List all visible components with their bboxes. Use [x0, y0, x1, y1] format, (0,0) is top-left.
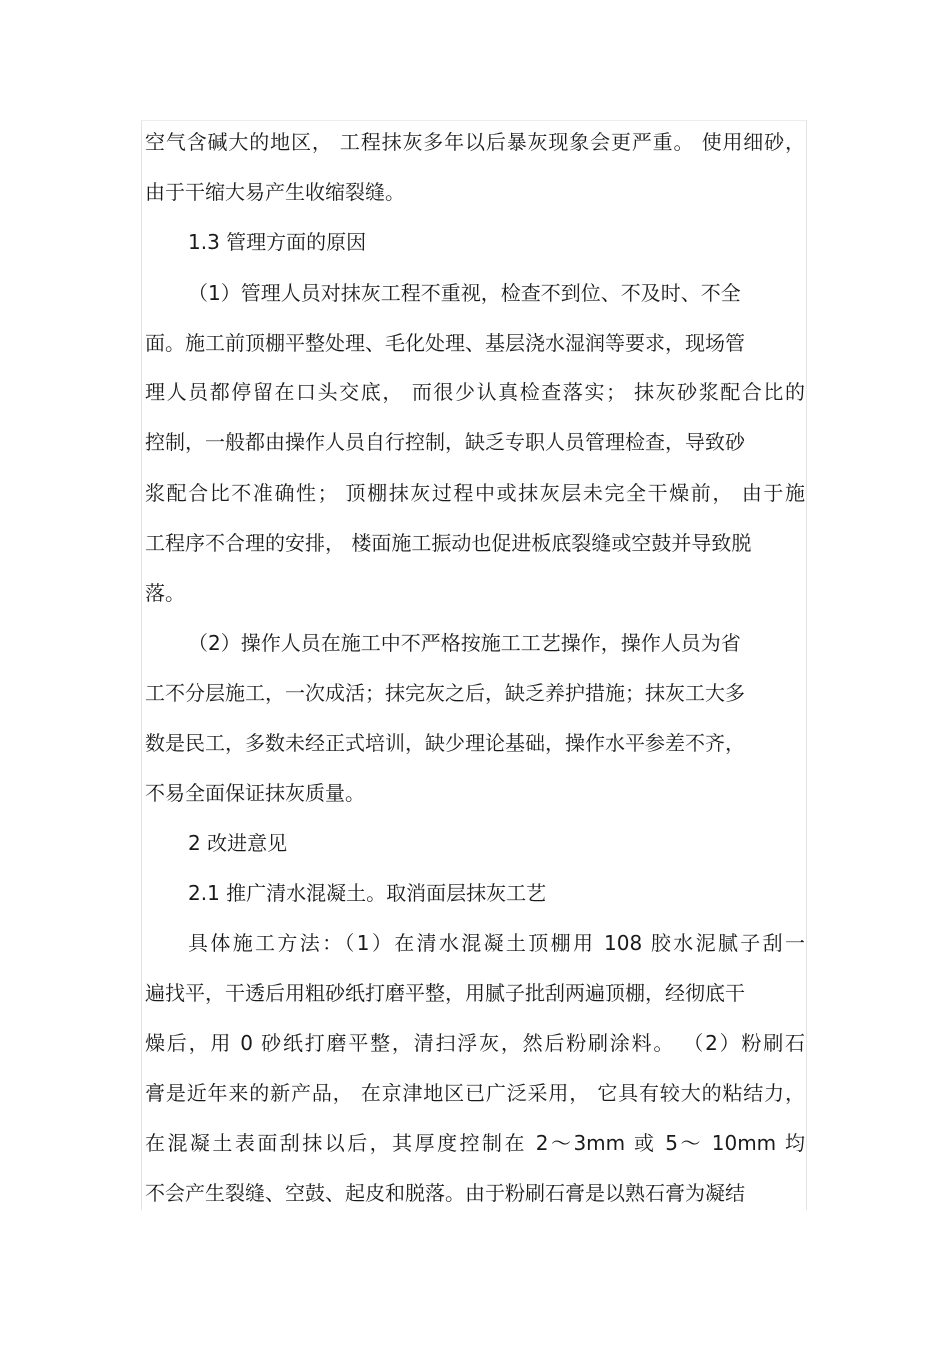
body-text-line: 遍找平，干透后用粗砂纸打磨平整，用腻子批刮两遍顶棚，经彻底干: [145, 981, 745, 1005]
body-text-line: 数是民工，多数未经正式培训，缺少理论基础，操作水平参差不齐，: [145, 731, 745, 755]
body-text-line: 空气含碱大的地区， 工程抹灰多年以后暴灰现象会更严重。 使用细砂，: [145, 130, 805, 154]
body-text-line: 理人员都停留在口头交底， 而很少认真检查落实； 抹灰砂浆配合比的: [145, 380, 805, 404]
body-text-line: 面。施工前顶棚平整处理、毛化处理、基层浇水湿润等要求，现场管: [145, 331, 745, 355]
section-heading-2-1: 2.1 推广清水混凝土。取消面层抹灰工艺: [188, 881, 547, 905]
body-text-line: 落。: [145, 581, 185, 605]
section-heading-1-3: 1.3 管理方面的原因: [188, 230, 367, 254]
body-text-line: 不会产生裂缝、空鼓、起皮和脱落。由于粉刷石膏是以熟石膏为凝结: [145, 1181, 745, 1205]
body-text-line: 由于干缩大易产生收缩裂缝。: [145, 180, 405, 204]
body-text-line: 膏是近年来的新产品， 在京津地区已广泛采用， 它具有较大的粘结力，: [145, 1081, 805, 1105]
section-heading-2: 2 改进意见: [188, 831, 288, 855]
body-text-line: 控制，一般都由操作人员自行控制，缺乏专职人员管理检查，导致砂: [145, 430, 745, 454]
body-text-line: 浆配合比不准确性； 顶棚抹灰过程中或抹灰层未完全干燥前， 由于施: [145, 481, 805, 505]
body-text-line: 在混凝土表面刮抹以后，其厚度控制在 2～3mm 或 5～ 10mm 均: [145, 1131, 805, 1155]
body-text-line: 工不分层施工，一次成活；抹完灰之后，缺乏养护措施；抹灰工大多: [145, 681, 745, 705]
body-text-line: （2）操作人员在施工中不严格按施工工艺操作，操作人员为省: [188, 631, 741, 655]
body-text-line: 具体施工方法：（1）在清水混凝土顶棚用 108 胶水泥腻子刮一: [188, 931, 805, 955]
body-text-line: 燥后，用 0 砂纸打磨平整，清扫浮灰，然后粉刷涂料。 （2）粉刷石: [145, 1031, 805, 1055]
body-text-line: 不易全面保证抹灰质量。: [145, 781, 365, 805]
body-text-line: （1）管理人员对抹灰工程不重视，检查不到位、不及时、不全: [188, 281, 741, 305]
body-text-line: 工程序不合理的安排， 楼面施工振动也促进板底裂缝或空鼓并导致脱: [145, 531, 752, 555]
